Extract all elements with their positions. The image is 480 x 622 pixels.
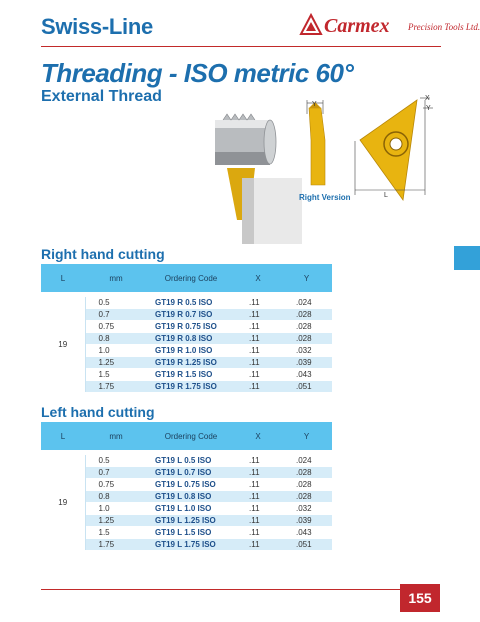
cell-y: .051 (281, 539, 332, 551)
cell-ordering-code: GT19 L 0.75 ISO (147, 479, 235, 491)
cell-mm: 1.75 (85, 381, 147, 393)
cell-mm: 1.0 (85, 345, 147, 357)
cell-ordering-code: GT19 L 1.25 ISO (147, 515, 235, 527)
cell-y: .024 (281, 297, 332, 309)
cell-x: .11 (235, 455, 281, 467)
cell-mm: 0.8 (85, 333, 147, 345)
series-title: Swiss-Line (41, 14, 153, 39)
dim-l-label: L (384, 192, 388, 199)
col-header-mm: mm (85, 422, 147, 450)
product-illustration (215, 95, 460, 245)
table-row (41, 455, 332, 467)
cell-l-value: 19 (41, 455, 85, 551)
brand-name: Carmex (324, 15, 390, 37)
threaded-workpiece-image (215, 114, 302, 244)
cell-l-value: 19 (41, 297, 85, 393)
cell-y: .032 (281, 345, 332, 357)
cell-x: .11 (235, 503, 281, 515)
cell-mm: 0.7 (85, 467, 147, 479)
table-heading-left-hand: Left hand cutting (41, 404, 155, 420)
table-row (41, 333, 332, 345)
dim-y-top-label: Y (426, 105, 431, 112)
cell-x: .11 (235, 479, 281, 491)
cell-mm: 0.75 (85, 479, 147, 491)
cell-ordering-code: GT19 L 0.7 ISO (147, 467, 235, 479)
dim-x-label: X (425, 95, 430, 102)
table-heading-right-hand: Right hand cutting (41, 246, 165, 262)
cell-ordering-code: GT19 R 1.5 ISO (147, 369, 235, 381)
cell-y: .043 (281, 527, 332, 539)
cell-mm: 1.25 (85, 515, 147, 527)
cell-mm: 0.75 (85, 321, 147, 333)
table-row (41, 345, 332, 357)
table-row (41, 467, 332, 479)
table-row (41, 369, 332, 381)
footer-divider (41, 589, 401, 590)
col-header-ordering-code: Ordering Code (147, 264, 235, 292)
cell-ordering-code: GT19 R 0.75 ISO (147, 321, 235, 333)
table-row (41, 479, 332, 491)
cell-ordering-code: GT19 R 1.25 ISO (147, 357, 235, 369)
cell-ordering-code: GT19 L 0.8 ISO (147, 491, 235, 503)
cell-y: .039 (281, 515, 332, 527)
cell-x: .11 (235, 381, 281, 393)
col-header-l: L (41, 422, 85, 450)
table-row (41, 515, 332, 527)
table-row (41, 357, 332, 369)
cell-x: .11 (235, 357, 281, 369)
table-row (41, 491, 332, 503)
table-row (41, 381, 332, 393)
cell-x: .11 (235, 515, 281, 527)
col-header-ordering-code: Ordering Code (147, 422, 235, 450)
carmex-emblem-icon (300, 14, 322, 36)
cell-x: .11 (235, 527, 281, 539)
cell-mm: 0.8 (85, 491, 147, 503)
cell-mm: 0.5 (85, 455, 147, 467)
col-header-y: Y (281, 422, 332, 450)
table-row (41, 321, 332, 333)
cell-y: .039 (281, 357, 332, 369)
cell-y: .024 (281, 455, 332, 467)
page-number: 155 (400, 584, 440, 612)
col-header-x: X (235, 422, 281, 450)
cell-mm: 0.5 (85, 297, 147, 309)
cell-ordering-code: GT19 L 1.0 ISO (147, 503, 235, 515)
right-hand-table (41, 264, 332, 393)
page-subtitle: External Thread (41, 88, 162, 105)
cell-ordering-code: GT19 R 0.8 ISO (147, 333, 235, 345)
table-row (41, 503, 332, 515)
cell-ordering-code: GT19 R 0.5 ISO (147, 297, 235, 309)
brand-subtitle: Precision Tools Ltd. (408, 22, 480, 32)
col-header-l: L (41, 264, 85, 292)
cell-y: .028 (281, 309, 332, 321)
cell-ordering-code: GT19 R 1.0 ISO (147, 345, 235, 357)
cell-x: .11 (235, 297, 281, 309)
cell-y: .028 (281, 321, 332, 333)
cell-x: .11 (235, 321, 281, 333)
table-row (41, 527, 332, 539)
cell-y: .032 (281, 503, 332, 515)
cell-x: .11 (235, 309, 281, 321)
cell-x: .11 (235, 345, 281, 357)
cell-y: .028 (281, 491, 332, 503)
insert-side-view-image (307, 100, 325, 185)
cell-y: .028 (281, 467, 332, 479)
cell-ordering-code: GT19 L 1.5 ISO (147, 527, 235, 539)
cell-mm: 1.5 (85, 527, 147, 539)
col-header-y: Y (281, 264, 332, 292)
col-header-x: X (235, 264, 281, 292)
section-tab-marker (454, 246, 480, 270)
table-row (41, 539, 332, 551)
cell-ordering-code: GT19 L 0.5 ISO (147, 455, 235, 467)
cell-ordering-code: GT19 R 1.75 ISO (147, 381, 235, 393)
cell-x: .11 (235, 467, 281, 479)
cell-y: .028 (281, 333, 332, 345)
figure-caption: Right Version (299, 193, 351, 202)
insert-top-view-image (355, 98, 433, 200)
cell-mm: 0.7 (85, 309, 147, 321)
cell-y: .028 (281, 479, 332, 491)
cell-ordering-code: GT19 L 1.75 ISO (147, 539, 235, 551)
cell-x: .11 (235, 333, 281, 345)
cell-mm: 1.0 (85, 503, 147, 515)
cell-y: .051 (281, 381, 332, 393)
header-divider (41, 46, 441, 47)
cell-mm: 1.75 (85, 539, 147, 551)
cell-mm: 1.5 (85, 369, 147, 381)
cell-x: .11 (235, 369, 281, 381)
cell-y: .043 (281, 369, 332, 381)
table-row (41, 309, 332, 321)
col-header-mm: mm (85, 264, 147, 292)
cell-ordering-code: GT19 R 0.7 ISO (147, 309, 235, 321)
cell-x: .11 (235, 539, 281, 551)
cell-mm: 1.25 (85, 357, 147, 369)
page-title: Threading - ISO metric 60° (41, 58, 354, 88)
dim-y-label: Y (312, 101, 317, 108)
cell-x: .11 (235, 491, 281, 503)
left-hand-table (41, 422, 332, 551)
table-row (41, 297, 332, 309)
